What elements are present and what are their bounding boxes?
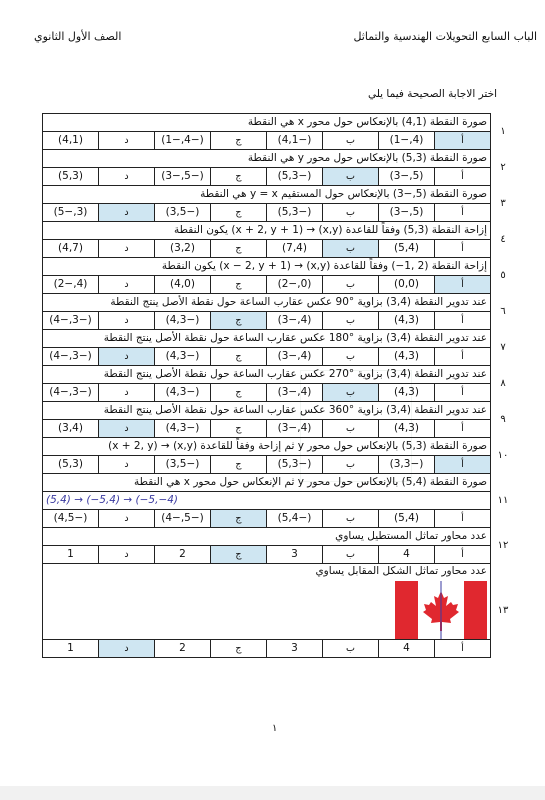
option-value[interactable]: (3,4) [43,420,99,438]
option-value[interactable]: (−3,5) [155,204,211,222]
option-letter: د [99,420,155,438]
option-value[interactable]: (−3,−4) [43,312,99,330]
question-text: صورة النقطة (5,4) بالإنعكاس حول محور y ثم الإنعكاس حول محور x هي النقطة [43,474,491,492]
question-row [43,402,516,420]
option-value[interactable]: (4,3) [379,348,435,366]
option-letter: أ [435,456,491,474]
question-number: ٨ [491,366,516,402]
question-number: ٣ [491,186,516,222]
option-value[interactable]: (−4,3) [155,348,211,366]
option-letter: ج [211,640,267,658]
option-letter: أ [435,384,491,402]
option-value[interactable]: (4,−3) [267,384,323,402]
question-row [43,366,516,384]
option-value[interactable]: (−4,1) [267,132,323,150]
options-row [43,276,516,294]
question-text: صورة النقطة (5,3) بالإنعكاس حول محور y هي النقطة [43,150,491,168]
option-value[interactable]: 1 [43,546,99,564]
option-letter: د [99,384,155,402]
option-letter: د [99,348,155,366]
option-value[interactable]: (−4,5) [43,510,99,528]
option-letter: ب [323,312,379,330]
option-value[interactable]: 4 [379,546,435,564]
option-letter: ج [211,276,267,294]
option-value[interactable]: (−4,3) [155,420,211,438]
option-value[interactable]: (−5,−4) [155,510,211,528]
option-letter: ب [323,546,379,564]
question-row [43,114,516,132]
question-row [43,294,516,312]
options-row [43,168,516,186]
option-value[interactable]: (4,−3) [267,312,323,330]
options-row [43,640,516,658]
options-row [43,510,516,528]
option-letter: د [99,546,155,564]
questions-table [42,113,515,658]
option-value[interactable]: (4,−1) [379,132,435,150]
option-value[interactable]: (4,0) [155,276,211,294]
option-letter: ج [211,510,267,528]
page-number: ١ [272,723,278,734]
options-row [43,348,516,366]
option-value[interactable]: (−5,−3) [155,168,211,186]
option-value[interactable]: (−4,−1) [155,132,211,150]
option-value[interactable]: (4,1) [43,132,99,150]
question-row [43,564,516,640]
option-letter: ج [211,546,267,564]
options-row [43,132,516,150]
option-letter: ب [323,276,379,294]
option-letter: د [99,132,155,150]
option-value[interactable]: (5,3) [43,456,99,474]
option-letter: ب [323,348,379,366]
question-text: صورة النقطة (5,−3) بالإنعكاس حول المستقيم y = x هي النقطة [43,186,491,204]
option-letter: ب [323,168,379,186]
question-row [43,222,516,240]
option-letter: ب [323,204,379,222]
question-number: ١٢ [491,528,516,564]
option-value[interactable]: (−3,5) [155,456,211,474]
handwritten-note-row [43,492,516,510]
option-letter: ب [323,510,379,528]
option-letter: ب [323,384,379,402]
question-text: عدد محاور تماثل الشكل المقابل يساوي [315,565,487,577]
question-text: عدد محاور تماثل المستطيل يساوي [43,528,491,546]
option-letter: ج [211,132,267,150]
question-text: إزاحة النقطة (5,3) وفقاً للقاعدة (x,y) → (x + 2, y + 1) يكون النقطة [43,222,491,240]
grade-title: الصف الأول الثانوي [34,30,122,43]
option-letter: أ [435,510,491,528]
option-value[interactable]: (5,4) [379,240,435,258]
question-number: ١٠ [491,438,516,474]
option-value[interactable]: 1 [43,640,99,658]
option-letter: د [99,640,155,658]
handwritten-note: (5,4) → (−5,4) → (−5,−4) [43,492,491,510]
option-value[interactable]: (−3,−4) [43,384,99,402]
question-number: ١١ [491,474,516,528]
option-value[interactable]: (−5,3) [267,204,323,222]
option-letter: أ [435,348,491,366]
option-value[interactable]: (0,0) [379,276,435,294]
canada-flag-figure [395,581,487,639]
question-row [43,150,516,168]
options-row [43,312,516,330]
question-text: عند تدوير النقطة (3,4) بزاوية °270 عكس عقارب الساعة حول نقطة الأصل ينتج النقطة [43,366,491,384]
option-value[interactable]: (−5,3) [267,168,323,186]
option-letter: ب [323,420,379,438]
option-letter: ج [211,456,267,474]
footer-bar [0,786,545,800]
option-value[interactable]: 2 [155,546,211,564]
option-letter: أ [435,168,491,186]
question-text: صورة النقطة (5,3) بالإنعكاس حول محور y ثم إزاحة وفقاً للقاعدة (x,y) → (x + 2, y) [43,438,491,456]
option-value[interactable]: (5,−3) [379,168,435,186]
option-value[interactable]: 3 [267,640,323,658]
option-value[interactable]: (7,4) [267,240,323,258]
question-row [43,528,516,546]
question-number: ٢ [491,150,516,186]
option-value[interactable]: (−3,−4) [43,348,99,366]
option-value[interactable]: (−5,4) [267,510,323,528]
instructions: اختر الاجابة الصحيحة فيما يلي [367,88,497,100]
option-value[interactable]: 4 [379,640,435,658]
options-row [43,420,516,438]
question-text: عند تدوير النقطة (3,4) بزاوية °180 عكس عقارب الساعة حول نقطة الأصل ينتج النقطة [43,330,491,348]
option-letter: أ [435,132,491,150]
question-text: إزاحة النقطة (2 ,1−) وفقاً للقاعدة (x,y) → (x − 2, y + 1) يكون النقطة [43,258,491,276]
option-letter: ج [211,312,267,330]
option-letter: د [99,276,155,294]
option-value[interactable]: (4,−3) [267,348,323,366]
option-value[interactable]: (−3,3) [379,456,435,474]
option-letter: د [99,168,155,186]
option-value[interactable]: (4,7) [43,240,99,258]
question-number: ٧ [491,330,516,366]
option-value[interactable]: (4,3) [379,420,435,438]
option-value[interactable]: (5,4) [379,510,435,528]
option-letter: د [99,204,155,222]
question-row [43,258,516,276]
question-row [43,438,516,456]
question-row [43,186,516,204]
options-row [43,546,516,564]
question-text: عند تدوير النقطة (3,4) بزاوية °360 عكس عقارب الساعة حول نقطة الأصل ينتج النقطة [43,402,491,420]
option-letter: ب [323,132,379,150]
options-row [43,456,516,474]
option-value[interactable]: (4,3) [379,384,435,402]
question-text [43,564,491,640]
question-number: ٩ [491,402,516,438]
question-row [43,474,516,492]
option-letter: د [99,456,155,474]
option-letter: ب [323,640,379,658]
option-letter: د [99,312,155,330]
option-value[interactable]: (−4,3) [155,384,211,402]
option-value[interactable]: (5,−3) [379,204,435,222]
option-letter: أ [435,240,491,258]
option-letter: ج [211,348,267,366]
question-text: عند تدوير النقطة (3,4) بزاوية °90 عكس عقارب الساعة حول نقطة الأصل ينتج النقطة [43,294,491,312]
option-letter: أ [435,420,491,438]
option-letter: أ [435,640,491,658]
question-number: ١ [491,114,516,150]
question-number: ٥ [491,258,516,294]
option-letter: ب [323,240,379,258]
options-row [43,240,516,258]
question-number: ٦ [491,294,516,330]
options-row [43,204,516,222]
option-value[interactable]: (3,−5) [43,204,99,222]
option-value[interactable]: (4,−2) [43,276,99,294]
question-number: ١٣ [491,564,516,658]
option-letter: أ [435,276,491,294]
option-value[interactable]: (4,3) [379,312,435,330]
question-text: صورة النقطة (4,1) بالإنعكاس حول محور x هي النقطة [43,114,491,132]
option-value[interactable]: (4,−3) [267,420,323,438]
option-letter: ج [211,240,267,258]
option-letter: ج [211,384,267,402]
option-letter: ج [211,420,267,438]
option-letter: أ [435,312,491,330]
option-letter: ج [211,204,267,222]
option-value[interactable]: (−4,3) [155,312,211,330]
option-value[interactable]: (5,3) [43,168,99,186]
question-number: ٤ [491,222,516,258]
option-letter: د [99,240,155,258]
chapter-title: الباب السابع التحويلات الهندسية والتماثل [353,30,537,43]
option-letter: أ [435,204,491,222]
option-letter: ب [323,456,379,474]
options-row [43,384,516,402]
option-letter: أ [435,546,491,564]
option-value[interactable]: (3,2) [155,240,211,258]
option-value[interactable]: (−5,3) [267,456,323,474]
question-row [43,330,516,348]
option-letter: ج [211,168,267,186]
option-value[interactable]: (0,−2) [267,276,323,294]
option-value[interactable]: 3 [267,546,323,564]
option-letter: د [99,510,155,528]
option-value[interactable]: 2 [155,640,211,658]
